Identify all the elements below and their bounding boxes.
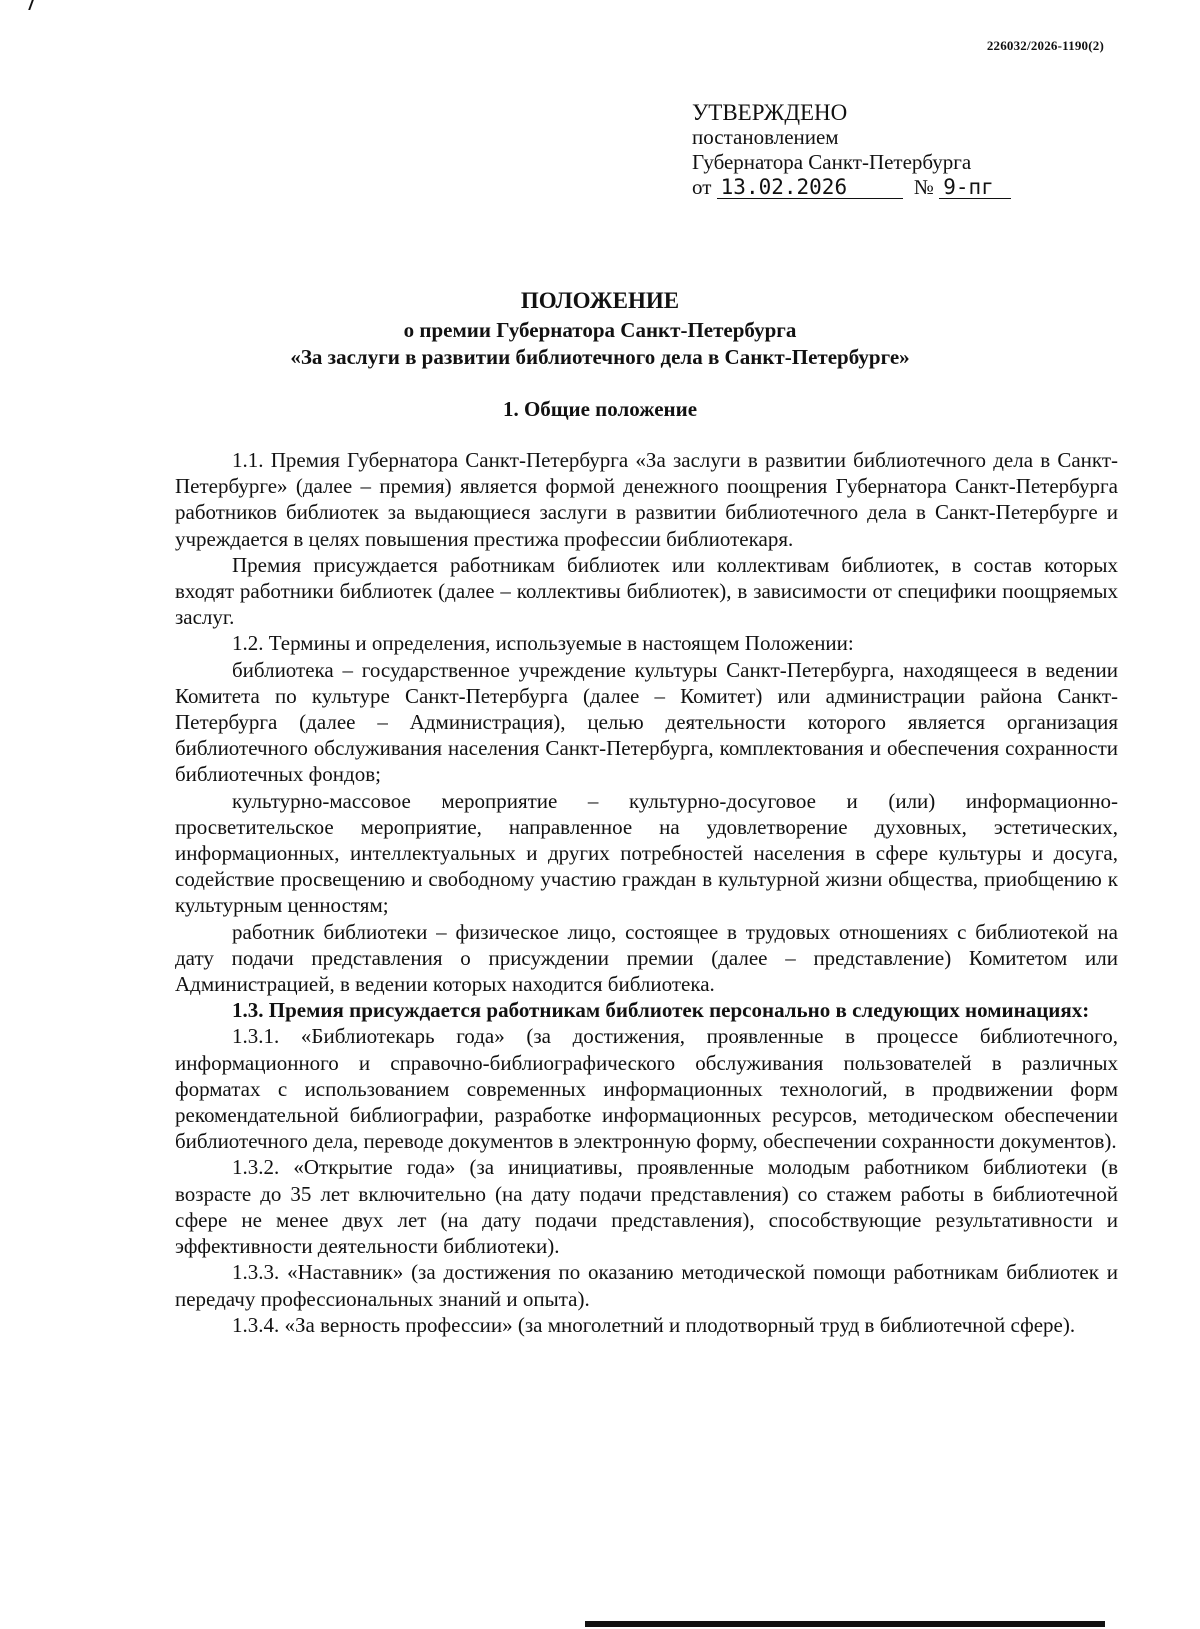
date-prefix: от [692, 175, 712, 199]
section-heading: 1. Общие положение [502, 397, 698, 421]
approval-date: 13.02.2026 [717, 176, 903, 199]
scan-edge-line [585, 1621, 1105, 1627]
document-title: ПОЛОЖЕНИЕ [520, 288, 680, 313]
scan-mark [28, 0, 40, 10]
approval-line-3: Губернатора Санкт-Петербурга [692, 150, 972, 174]
paragraph: Премия присуждается работникам библиотек или коллективам библиотек, в состав которых входят работники библиотек (далее – коллективы библиотек), в зависимости от специфики поощряемых заслуг. [175, 552, 1118, 630]
approval-number: 9-пг [939, 176, 1011, 199]
document-number: 226032/2026-1190(2) [986, 38, 1104, 53]
paragraph-1-3-2: 1.3.2. «Открытие года» (за инициативы, проявленные молодым работником библиотеки (в возрасте до 35 лет включительно (на дату подачи представления) со стажем работы в библиотечной сфере не менее двух лет (на дату подачи представления), способствующие результативности и эффективности деятельности библиотеки). [175, 1155, 1118, 1259]
paragraph-1-3-3: 1.3.3. «Наставник» (за достижения по оказанию методической помощи работникам библиотек и передачу профессиональных знаний и опыта). [175, 1260, 1118, 1311]
definition-worker: работник библиотеки – физическое лицо, состоящее в трудовых отношениях с библиотекой на дату подачи представления о присуждении премии (далее – представление) Комитетом или Администрацией, в ведении которых находится библиотека. [175, 919, 1118, 997]
approval-line-2: постановлением [692, 125, 839, 149]
approval-block [692, 100, 1052, 200]
paragraph-1-3-1: 1.3.1. «Библиотекарь года» (за достижения, проявленные в процессе библиотечного, информационного и справочно-библиографического обслуживания пользователей в различных форматах с использованием современных информационных технологий, в продвижении форм рекомендательной библиографии, разработке информационных ресурсов, методическом обеспечении библиотечного дела, переводе документов в электронную форму, обеспечении сохранности документов). [175, 1024, 1118, 1154]
paragraph-1-3: 1.3. Премия присуждается работникам библиотек персонально в следующих номинациях: [232, 998, 1090, 1023]
approval-date-row [692, 175, 1052, 200]
paragraph-1-3-4: 1.3.4. «За верность профессии» (за многолетний и плодотворный труд в библиотечной сфере). [232, 1312, 1076, 1337]
document-subtitle-2: «За заслуги в развитии библиотечного дела в Санкт-Петербурге» [290, 345, 910, 369]
document-body [175, 447, 1118, 1338]
paragraph-1-1: 1.1. Премия Губернатора Санкт-Петербурга «За заслуги в развитии библиотечного дела в Санкт-Петербурге» (далее – премия) является формой денежного поощрения Губернатора Санкт-Петербурга работников библиотек за выдающиеся заслуги в развитии библиотечного дела в Санкт-Петербурге и учреждается в целях повышения престижа профессии библиотекаря. [175, 448, 1118, 551]
paragraph-1-2: 1.2. Термины и определения, используемые в настоящем Положении: [232, 631, 854, 656]
definition-event: культурно-массовое мероприятие – культурно-досуговое и (или) информационно-просветительское мероприятие, направленное на удовлетворение духовных, эстетических, информационных, интеллектуальных и других потребностей населения в сфере культуры и досуга, содействие просвещению и свободному участию граждан в культурной жизни общества, приобщению к культурным ценностям; [175, 788, 1118, 918]
approval-title: УТВЕРЖДЕНО [692, 100, 848, 125]
document-subtitle-1: о премии Губернатора Санкт-Петербурга [403, 318, 797, 342]
definition-library: библиотека – государственное учреждение культуры Санкт-Петербурга, находящееся в ведении Комитета по культуре Санкт-Петербурга (далее – Комитет) или администрации района Санкт-Петербурга (далее – Администрация), целью деятельности которого является организация библиотечного обслуживания населения Санкт-Петербурга, комплектования и обеспечения сохранности библиотечных фондов; [175, 657, 1118, 787]
number-prefix: № [913, 175, 934, 199]
